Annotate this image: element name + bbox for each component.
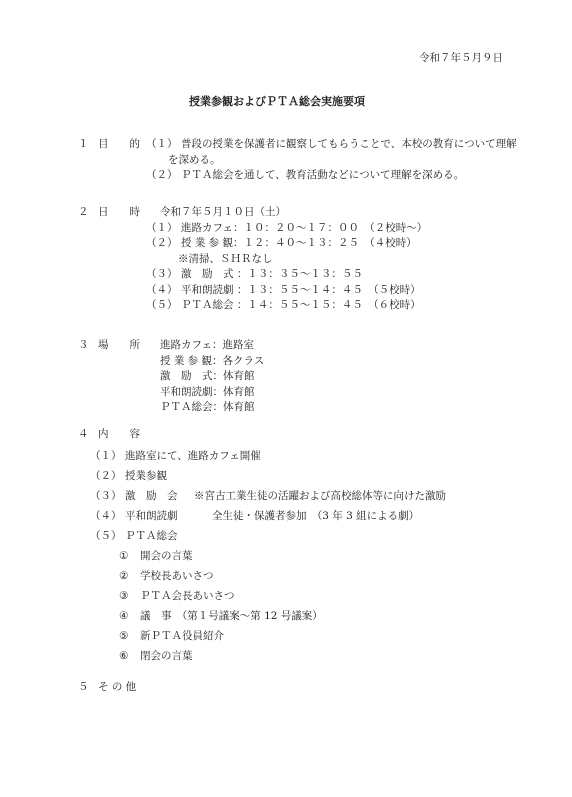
schedule-row-text: 授 業 参 観：１２：４０～１３：２５ （４校時） [181,237,417,249]
content-item-number: （３） [90,490,122,502]
section-1-heading: 目 的 [98,138,140,150]
schedule-row-text: ＰＴＡ総会 ：１４：５５～１５：４５ （６校時） [181,299,421,311]
content-item-number: （１） [90,450,122,462]
purpose-item-2-number: （２） [146,169,178,181]
venue-row: 激 励 式：体育館 [160,370,255,382]
agenda-item-text: 新ＰＴＡ役員紹介 [140,630,224,642]
schedule-row-number: （４） [146,284,178,296]
content-item-note: ※宮古工業生徒の活躍および高校総体等に向けた激励 [194,490,446,502]
schedule-row-number: （５） [146,299,178,311]
section-3-number: ３ [78,339,89,351]
document-date: 令和７年５月９日 [419,52,503,64]
agenda-item-text: ＰＴＡ会長あいさつ [140,590,235,602]
content-item-text: 進路室にて、進路カフェ開催 [125,450,261,462]
section-1-number: １ [78,138,89,150]
purpose-item-1-text-cont: を深める。 [168,154,221,166]
content-item-text: 授業参観 [125,470,167,482]
content-item-number: （４） [90,510,122,522]
content-item-number: （２） [90,470,122,482]
purpose-item-1-text: 普段の授業を保護者に観察してもらうことで、本校の教育について理解 [181,138,517,150]
agenda-item-text: 閉会の言葉 [140,650,193,662]
section-5-heading: そ の 他 [98,681,137,693]
section-5-number: ５ [78,681,89,693]
event-date: 令和７年５月１０日（土） [160,206,286,218]
section-2-number: ２ [78,206,89,218]
venue-row: 進路カフェ：進路室 [160,339,254,351]
agenda-item-number: ⑤ [119,630,129,642]
agenda-item-number: ④ [119,610,129,622]
schedule-row-text: 激 励 式 ：１３：３５～１３：５５ [181,268,363,280]
schedule-row-number: （２） [146,237,178,249]
section-3-heading: 場 所 [98,339,140,351]
venue-row: 授 業 参 観：各クラス [160,355,265,367]
venue-row: ＰＴＡ総会：体育館 [160,401,255,413]
venue-row: 平和朗読劇：体育館 [160,386,255,398]
content-item-text: 平和朗読劇 [125,510,178,522]
section-4-heading: 内 容 [98,428,140,440]
schedule-row-text: 進路カフェ：１０：２０～１７：００ （２校時～） [181,222,428,234]
content-item-note: 全生徒・保護者参加 （3 年 3 組による劇） [212,510,420,522]
agenda-item-number: ② [119,570,129,582]
agenda-item-text: 開会の言葉 [140,550,193,562]
content-item-number: （５） [90,530,122,542]
document-title: 授業参観およびＰＴＡ総会実施要項 [189,95,365,108]
agenda-item-text: 学校長あいさつ [140,570,214,582]
schedule-row-number: （３） [146,268,178,280]
agenda-item-text: 議 事 （第１号議案～第 12 号議案） [140,610,323,622]
content-item-text: 激 励 会 [125,490,178,502]
schedule-note: ※清掃、ＳＨＲなし [178,253,273,265]
purpose-item-1-number: （１） [146,138,178,150]
agenda-item-number: ⑥ [119,650,129,662]
section-2-heading: 日 時 [98,206,140,218]
purpose-item-2-text: ＰＴＡ総会を通して、教育活動などについて理解を深める。 [181,169,465,181]
schedule-row-text: 平和朗読劇 ：１３：５５～１４：４５ （５校時） [181,284,421,296]
content-item-text: ＰＴＡ総会 [125,530,178,542]
agenda-item-number: ① [119,550,129,562]
section-4-number: ４ [78,428,89,440]
agenda-item-number: ③ [119,590,129,602]
schedule-row-number: （１） [146,222,178,234]
